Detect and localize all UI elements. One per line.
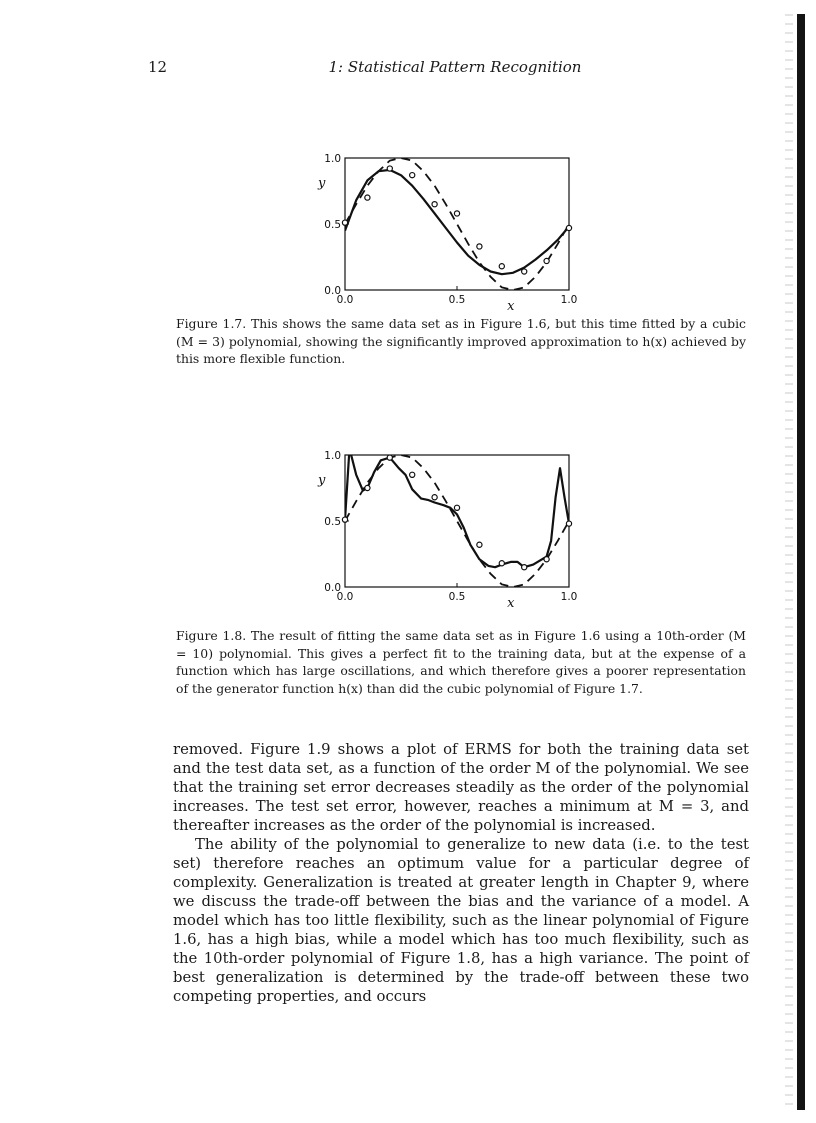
data-point <box>499 561 504 566</box>
generator-curve-dashed <box>345 158 569 290</box>
x-tick-label: 0.5 <box>448 591 466 603</box>
y-tick-label: 1.0 <box>324 450 341 462</box>
data-point <box>365 195 370 200</box>
x-tick-label: 0.0 <box>336 591 354 603</box>
figure-1-8-caption: Figure 1.8. The result of fitting the same data set as in Figure 1.6 using a 10th-order (M = 10) polynomial. This gives a perfect fit to the training data, but at the expense of a function which has large oscillations, and which therefore gives a poorer representation of the generator function h(x) than did the cubic polynomial of Figure 1.7. <box>176 628 746 696</box>
data-point <box>454 211 459 216</box>
running-head: 1: Statistical Pattern Recognition <box>328 58 582 76</box>
y-tick-label: 0.0 <box>324 285 341 297</box>
x-tick-label: 0.0 <box>336 294 354 306</box>
data-point <box>522 565 527 570</box>
fitted-curve-solid <box>345 170 569 274</box>
scan-edge-shading <box>785 14 793 1110</box>
data-point <box>342 517 347 522</box>
y-axis-label: y <box>318 473 326 489</box>
data-point <box>566 225 571 230</box>
plot-frame <box>345 158 569 290</box>
data-point <box>365 485 370 490</box>
plot-series-group <box>345 158 569 290</box>
x-axis-label: x <box>507 596 515 611</box>
data-point <box>544 258 549 263</box>
y-tick-label: 0.5 <box>324 516 341 528</box>
y-tick-label: 1.0 <box>324 153 341 165</box>
plot-frame <box>345 455 569 587</box>
x-tick-label: 1.0 <box>560 294 578 306</box>
data-point <box>342 220 347 225</box>
y-tick-label: 0.5 <box>324 219 341 231</box>
data-point <box>454 505 459 510</box>
x-tick-label: 0.5 <box>448 294 466 306</box>
data-point <box>410 173 415 178</box>
scan-edge-bar <box>797 14 805 1110</box>
figure-1-8 <box>300 445 600 610</box>
body-paragraph: The ability of the polynomial to generalize to new data (i.e. to the test set) therefore reaches an optimum value for a particular degree of complexity. Generalization is treated at greater length in Chapter 9, where we discuss the trade-off between the bias and the variance of a model. A model which has too little flexibility, such as the linear polynomial of Figure 1.6, has a high bias, while a model which has too much flexibility, such as the 10th-order polynomial of Figure 1.8, has a high variance. The point of best generalization is determined by the trade-off between these two competing properties, and occurs <box>173 836 749 1005</box>
data-point <box>477 542 482 547</box>
data-point <box>432 202 437 207</box>
page-number: 12 <box>148 58 168 76</box>
figure-1-7-plot <box>300 148 600 313</box>
data-point <box>387 455 392 460</box>
x-axis-label: x <box>507 299 515 314</box>
y-axis-label: y <box>318 176 326 192</box>
data-point <box>387 166 392 171</box>
data-point <box>566 521 571 526</box>
data-point <box>432 495 437 500</box>
figure-1-7 <box>300 148 600 313</box>
data-point <box>544 557 549 562</box>
data-point <box>522 269 527 274</box>
x-tick-label: 1.0 <box>560 591 578 603</box>
figure-1-8-plot <box>300 445 600 610</box>
y-tick-label: 0.0 <box>324 582 341 594</box>
body-text <box>173 740 749 1006</box>
body-paragraph: removed. Figure 1.9 shows a plot of ERMS for both the training data set and the test data set, as a function of the order M of the polynomial. We see that the training set error decreases steadily as the order of the polynomial increases. The test set error, however, reaches a minimum at M = 3, and thereafter increases as the order of the polynomial is increased. <box>173 741 749 834</box>
figure-1-7-caption: Figure 1.7. This shows the same data set as in Figure 1.6, but this time fitted by a cubic (M = 3) polynomial, showing the significantly improved approximation to h(x) achieved by this more flexible function. <box>176 316 746 366</box>
data-point <box>499 264 504 269</box>
data-point <box>410 472 415 477</box>
generator-curve-dashed <box>345 455 569 587</box>
data-point <box>477 244 482 249</box>
plot-series-group <box>345 448 569 587</box>
page-header <box>0 58 780 80</box>
